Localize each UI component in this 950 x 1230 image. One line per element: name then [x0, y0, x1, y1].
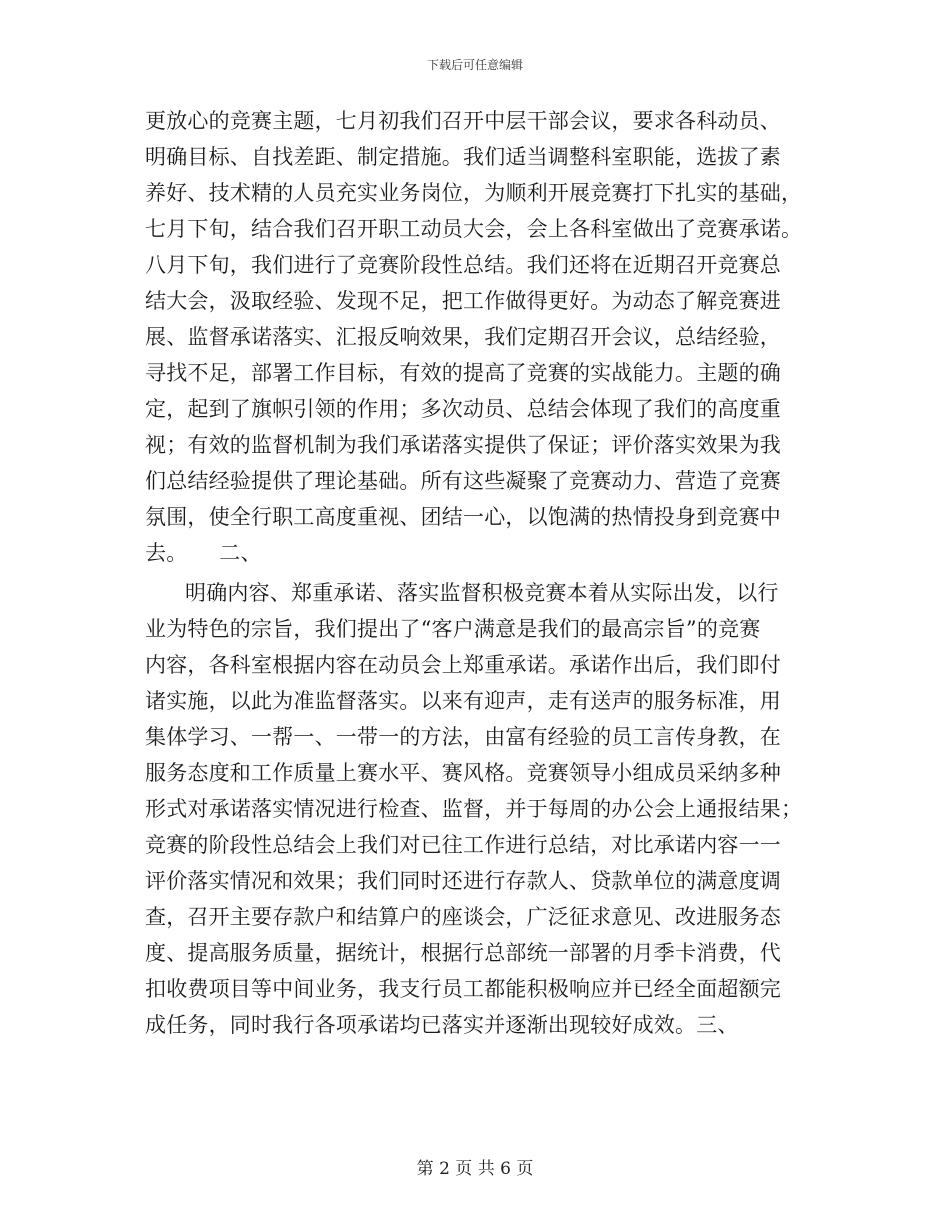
page-number: 第 2 页 共 6 页 [416, 1159, 534, 1179]
text-line: 竞赛的阶段性总结会上我们对已往工作进行总结，对比承诺内容一一 [145, 833, 781, 857]
text-line: 诸实施，以此为准监督落实。以来有迎声，走有送声的服务标准，用 [145, 689, 781, 713]
text-line: 集体学习、一帮一、一带一的方法，由富有经验的员工言传身教，在 [145, 725, 781, 749]
text-line: 氛围，使全行职工高度重视、团结一心，以饱满的热情投身到竞赛中 [145, 505, 781, 529]
text-line: 定，起到了旗帜引领的作用；多次动员、总结会体现了我们的高度重 [145, 397, 781, 421]
text-line: 去。 二、 [145, 541, 262, 565]
text-line: 寻找不足，部署工作目标，有效的提高了竞赛的实战能力。主题的确 [145, 361, 781, 385]
text-line: 查，召开主要存款户和结算户的座谈会，广泛征求意见、改进服务态 [145, 905, 781, 929]
text-line: 们总结经验提供了理论基础。所有这些凝聚了竞赛动力、营造了竞赛 [145, 469, 781, 493]
text-line: 业为特色的宗旨，我们提出了“客户满意是我们的最高宗旨”的竞赛 [145, 617, 761, 641]
text-line: 成任务，同时我行各项承诺均已落实并逐渐出现较好成效。三、 [145, 1013, 739, 1037]
text-line: 明确目标、自找差距、制定措施。我们适当调整科室职能，选拔了素 [145, 145, 781, 169]
text-line: 结大会，汲取经验、发现不足，把工作做得更好。为动态了解竞赛进 [145, 289, 781, 313]
text-line: 评价落实情况和效果；我们同时还进行存款人、贷款单位的满意度调 [145, 869, 781, 893]
text-line: 扣收费项目等中间业务，我支行员工都能积极响应并已经全面超额完 [145, 977, 781, 1001]
paragraph-start-line: 明确内容、郑重承诺、落实监督积极竞赛本着从实际出发，以行 [185, 581, 779, 605]
text-line: 七月下旬，结合我们召开职工动员大会，会上各科室做出了竞赛承诺。 [145, 217, 803, 241]
text-line: 视；有效的监督机制为我们承诺落实提供了保证；评价落实效果为我 [145, 433, 781, 457]
text-line: 内容，各科室根据内容在动员会上郑重承诺。承诺作出后，我们即付 [145, 653, 781, 677]
text-line: 养好、技术精的人员充实业务岗位，为顺利开展竞赛打下扎实的基础， [145, 181, 803, 205]
document-body [145, 103, 807, 1043]
text-line: 更放心的竞赛主题，七月初我们召开中层干部会议，要求各科动员、 [145, 109, 781, 133]
text-line: 八月下旬，我们进行了竞赛阶段性总结。我们还将在近期召开竞赛总 [145, 253, 781, 277]
text-line: 展、监督承诺落实、汇报反响效果，我们定期召开会议，总结经验， [145, 325, 781, 349]
text-line: 服务态度和工作质量上赛水平、赛风格。竞赛领导小组成员采纳多种 [145, 761, 781, 785]
page-header: 下载后可任意编辑 [426, 58, 523, 72]
text-line: 度、提高服务质量，据统计，根据行总部统一部署的月季卡消费，代 [145, 941, 781, 965]
text-line: 形式对承诺落实情况进行检查、监督，并于每周的办公会上通报结果； [145, 797, 803, 821]
